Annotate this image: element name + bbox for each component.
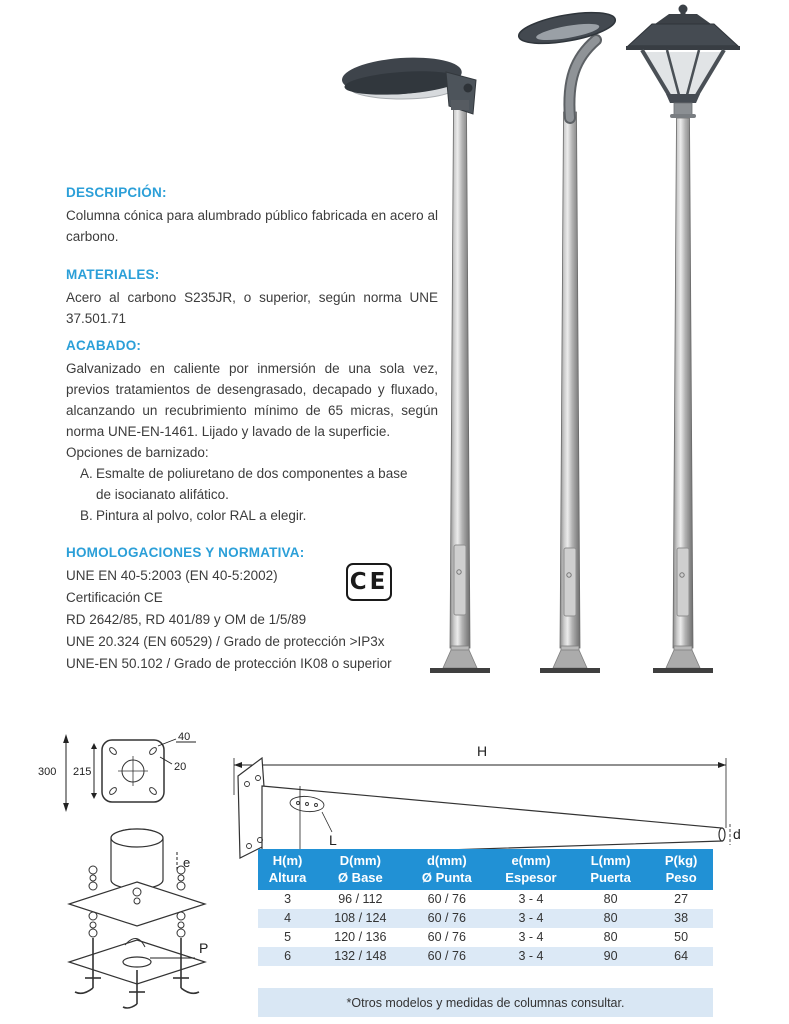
cell: 96 / 112 xyxy=(338,892,383,906)
col-header xyxy=(317,849,403,890)
cell: 60 / 76 xyxy=(427,930,466,944)
cell: 3 - 4 xyxy=(518,892,544,906)
header-symbol: L(mm) xyxy=(590,853,631,868)
pole-curved-arm-luminaire xyxy=(516,7,617,673)
svg-text:40: 40 xyxy=(178,731,191,743)
options-intro: Opciones de barnizado: xyxy=(66,445,209,460)
header-symbol: P(kg) xyxy=(664,853,698,868)
norm-line: Certificación CE xyxy=(66,590,163,605)
cell: 64 xyxy=(649,947,713,966)
cell: 132 / 148 xyxy=(317,947,403,966)
list-marker: B. xyxy=(80,508,93,523)
svg-text:P: P xyxy=(199,940,209,956)
header-label: Peso xyxy=(665,870,697,885)
norm-line: UNE EN 40-5:2003 (EN 40-5:2002) xyxy=(66,568,278,583)
svg-text:300: 300 xyxy=(38,766,57,778)
cell: 3 xyxy=(284,892,292,906)
cell: 38 xyxy=(649,909,713,928)
varnish-options-list xyxy=(66,463,438,526)
table-header-row xyxy=(258,849,713,890)
header-symbol: D(mm) xyxy=(339,853,381,868)
cell: 3 - 4 xyxy=(518,930,544,944)
ce-mark-icon: CE xyxy=(346,563,392,601)
table-row xyxy=(258,947,713,966)
list-item xyxy=(66,505,438,526)
svg-text:215: 215 xyxy=(73,766,92,778)
svg-text:d: d xyxy=(733,826,741,842)
spec-table xyxy=(258,849,713,966)
cell: 60 / 76 xyxy=(404,909,490,928)
footer-note xyxy=(258,988,713,1017)
svg-text:H: H xyxy=(477,743,488,759)
svg-text:e: e xyxy=(183,855,191,870)
footer-note-text: *Otros modelos y medidas de columnas consultar. xyxy=(346,995,625,1010)
section-heading: MATERIALES: xyxy=(66,267,160,282)
section-body: Galvanizado en caliente por inmersión de una sola vez, previos tratamientos de desengrasado, decapado y fluxado, alcanzando un recubrimiento mínimo de 65 micras, según norma UNE-EN-1461. Lijado y lavado de la superficie. xyxy=(66,361,438,439)
cell: 108 / 124 xyxy=(317,909,403,928)
col-header xyxy=(490,849,572,890)
cell: 6 xyxy=(258,947,317,966)
list-text: Pintura al polvo, color RAL a elegir. xyxy=(96,508,307,523)
section-acabado xyxy=(66,338,438,526)
col-header xyxy=(404,849,490,890)
header-label: Altura xyxy=(268,870,307,885)
pole-profile-drawing xyxy=(225,740,785,850)
section-heading: DESCRIPCIÓN: xyxy=(66,185,167,200)
cell: 5 xyxy=(284,930,292,944)
header-label: Espesor xyxy=(505,870,557,885)
cell: 60 / 76 xyxy=(404,947,490,966)
header-symbol: d(mm) xyxy=(426,853,467,868)
svg-text:20: 20 xyxy=(174,761,187,773)
list-marker: A. xyxy=(80,466,93,481)
section-descripcion xyxy=(66,185,438,247)
cell: 80 xyxy=(572,909,649,928)
section-body: Columna cónica para alumbrado público fabricada en acero al carbono. xyxy=(66,208,438,244)
cell: 3 - 4 xyxy=(490,947,572,966)
table-row xyxy=(258,928,713,947)
header-symbol: e(mm) xyxy=(511,853,551,868)
cell: 50 xyxy=(674,930,689,944)
cell: 80 xyxy=(603,892,618,906)
cell: 3 - 4 xyxy=(490,909,572,928)
header-label: Ø Punta xyxy=(421,870,472,885)
header-symbol: H(m) xyxy=(272,853,303,868)
col-header xyxy=(572,849,649,890)
norm-line: UNE-EN 50.102 / Grado de protección IK08 o superior xyxy=(66,656,392,671)
pole-lantern-luminaire xyxy=(626,5,740,674)
list-text: Esmalte de poliuretano de dos componentes a base de isocianato alifático. xyxy=(96,466,408,502)
norm-line: RD 2642/85, RD 401/89 y OM de 1/5/89 xyxy=(66,612,307,627)
norm-line: UNE 20.324 (EN 60529) / Grado de protección >IP3x xyxy=(66,634,385,649)
section-materiales xyxy=(66,267,438,329)
section-body: Acero al carbono S235JR, o superior, según norma UNE 37.501.71 xyxy=(66,290,438,326)
cell: 4 xyxy=(258,909,317,928)
header-label: Puerta xyxy=(590,870,631,885)
table-row xyxy=(258,890,713,909)
cell: 80 xyxy=(603,930,618,944)
svg-text:L: L xyxy=(329,832,337,848)
section-heading: ACABADO: xyxy=(66,338,142,353)
col-header xyxy=(649,849,713,890)
header-label: Ø Base xyxy=(337,870,383,885)
cell: 27 xyxy=(674,892,689,906)
cell: 90 xyxy=(572,947,649,966)
list-item xyxy=(66,463,438,505)
col-header xyxy=(258,849,317,890)
table-row xyxy=(258,909,713,928)
cell: 60 / 76 xyxy=(427,892,466,906)
cell: 120 / 136 xyxy=(334,930,387,944)
section-heading: HOMOLOGACIONES Y NORMATIVA: xyxy=(66,545,305,560)
